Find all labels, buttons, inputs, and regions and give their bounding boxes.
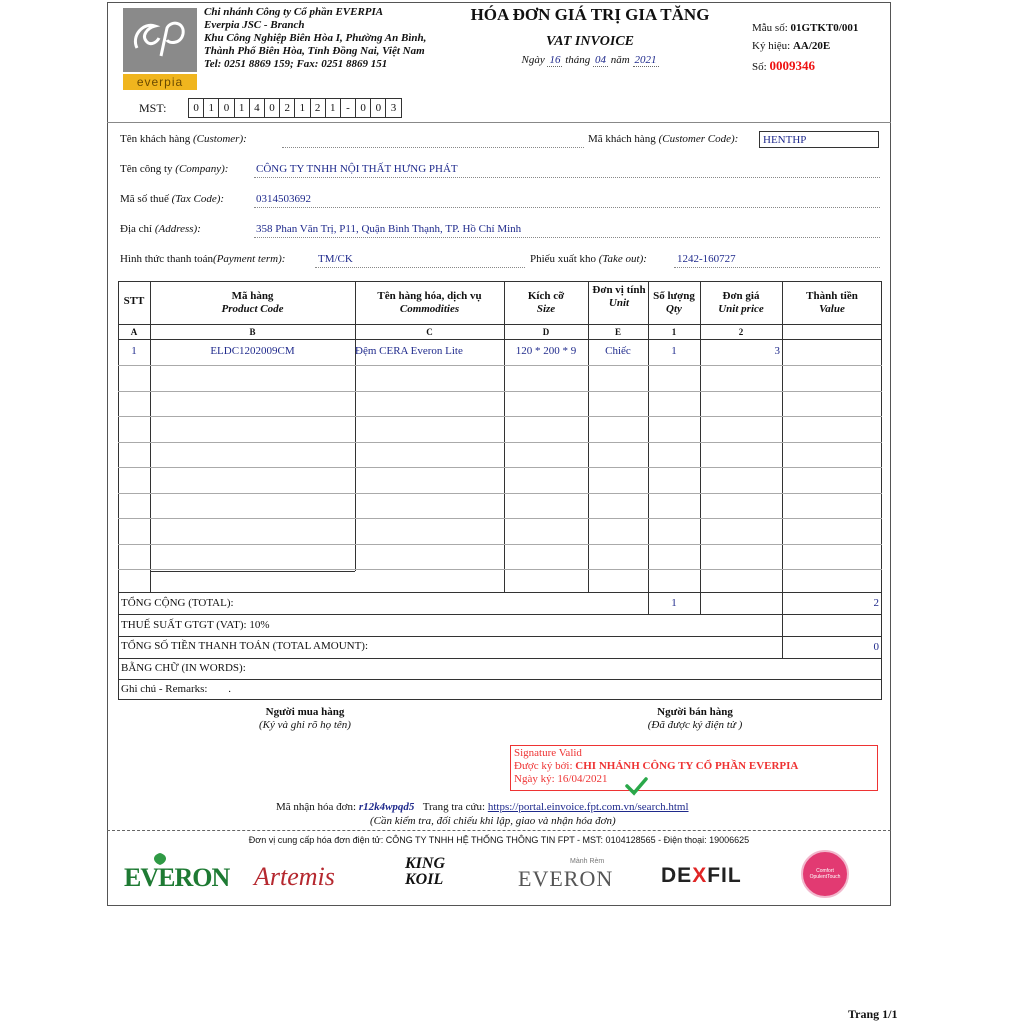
signed-by-label: Được ký bởi: <box>514 760 573 772</box>
item-row-rule <box>118 544 882 545</box>
remarks-label-text: Ghi chú - Remarks: <box>121 683 208 695</box>
words-label: BẰNG CHỮ (IN WORDS): <box>121 662 246 674</box>
form-value: 01GTKT0/001 <box>790 22 859 34</box>
brand-manh-rem-label: Mành Rèm <box>570 858 605 865</box>
th-unit-price-en: Unit price <box>718 303 764 315</box>
th-product-code-en: Product Code <box>221 303 284 315</box>
address-line <box>254 237 880 238</box>
amount-rule <box>118 658 882 659</box>
brand-artemis: Artemis <box>254 862 335 891</box>
tax-code-value: 0314503692 <box>256 193 311 205</box>
seller-mst-label: MST: <box>139 101 167 115</box>
mst-digit: 1 <box>295 99 310 117</box>
signed-by <box>514 760 874 773</box>
item-name: Đệm CERA Everon Lite <box>355 345 463 357</box>
seller-contact: Tel: 0251 8869 159; Fax: 0251 8869 151 <box>204 58 388 70</box>
signed-date: Ngày ký: 16/04/2021 <box>514 773 608 785</box>
mst-digit: 1 <box>235 99 250 117</box>
company-label-en: (Company): <box>175 163 229 175</box>
items-table <box>118 281 882 700</box>
mst-digit: 3 <box>390 102 397 114</box>
item-qty: 1 <box>671 345 677 357</box>
item-row-rule <box>118 493 882 494</box>
lookup-line <box>276 801 689 813</box>
seller-mst-boxes <box>188 98 402 118</box>
vat-rule <box>118 636 882 637</box>
payment-value: TM/CK <box>318 253 353 265</box>
th-unit-vi: Đơn vị tính <box>592 284 646 296</box>
page-number: Trang 1/1 <box>848 1007 898 1021</box>
amount-label: TỔNG SỐ TIỀN THANH TOÁN (TOTAL AMOUNT): <box>121 640 369 652</box>
company-line <box>254 177 880 178</box>
mst-digit: 0 <box>189 99 204 117</box>
mst-digit: 1 <box>326 99 341 117</box>
mst-digit: 2 <box>311 99 326 117</box>
everpia-logo <box>123 8 197 88</box>
mst-digit: - <box>341 99 356 117</box>
col-letter: C <box>426 327 433 337</box>
col-letter: E <box>614 327 621 337</box>
th-value <box>782 290 882 316</box>
digital-signature-box <box>510 745 878 791</box>
lookup-note: (Cần kiểm tra, đối chiếu khi lập, giao và nhận hóa đơn) <box>370 815 616 827</box>
company-label <box>120 163 228 175</box>
customer-name-label-en: (Customer): <box>193 133 247 145</box>
th-product-code <box>150 290 355 316</box>
item-row-rule <box>118 569 882 570</box>
invoice-symbol <box>752 40 830 52</box>
col-letter: 1 <box>671 327 677 337</box>
th-value-vi: Thành tiền <box>806 290 858 302</box>
header-rule <box>118 324 882 325</box>
th-unit-price <box>700 290 782 316</box>
brand-king: KING <box>405 855 446 872</box>
seller-info <box>204 6 444 71</box>
invoice-title: HÓA ĐƠN GIÁ TRỊ GIA TĂNG <box>470 5 710 24</box>
takeout-value: 1242-160727 <box>677 253 736 265</box>
date-month-prefix: tháng <box>565 54 591 66</box>
logo-wordmark: everpia <box>123 74 197 90</box>
customer-code-label-en: (Customer Code): <box>658 133 739 145</box>
tax-label-vi: Mã số thuế <box>120 193 169 205</box>
letter-rule <box>118 339 882 340</box>
date-day: 16 <box>549 54 561 66</box>
brand-dexfil <box>661 864 742 888</box>
mst-digit: 1 <box>204 99 219 117</box>
th-size-en: Size <box>536 303 556 315</box>
col-letter: 2 <box>738 327 744 337</box>
address-label-vi: Địa chỉ <box>120 223 153 235</box>
invoice-subtitle: VAT INVOICE <box>545 34 635 49</box>
th-unit-en: Unit <box>608 297 630 309</box>
seller-subtitle: (Đã được ký điện tử ) <box>647 719 743 731</box>
form-number <box>752 22 858 34</box>
th-unit <box>590 284 648 310</box>
provider-info: Đơn vị cung cấp hóa đơn điện tử: CÔNG TY TNHH HỆ THỐNG THÔNG TIN FPT - MST: 0104128565 - Điện thoại: 19006625 <box>248 835 750 845</box>
mst-digit: 0 <box>371 99 386 117</box>
customer-name-label <box>120 133 247 145</box>
brand-everon: EVERON <box>124 863 230 892</box>
amount-value: 0 <box>873 641 879 653</box>
item-price: 3 <box>774 345 780 357</box>
th-stt: STT <box>123 295 145 307</box>
header-separator <box>107 122 891 123</box>
item-stt: 1 <box>131 345 137 357</box>
total-qty: 1 <box>671 597 677 609</box>
customer-code-label-vi: Mã khách hàng <box>588 133 656 145</box>
th-qty-vi: Số lượng <box>653 290 695 302</box>
vat-label-text: THUẾ SUẤT GTGT (VAT): <box>121 619 247 631</box>
address-value: 358 Phan Văn Trị, P11, Quận Bình Thạnh, TP. Hồ Chí Minh <box>256 223 522 235</box>
seller-name: Chi nhánh Công ty Cổ phần EVERPIA <box>204 6 384 18</box>
dexfil-part1: DE <box>661 864 693 887</box>
mst-digit: 0 <box>265 99 280 117</box>
signature-valid: Signature Valid <box>514 747 582 759</box>
th-commodities-en: Commodities <box>399 303 460 315</box>
seller-title: Người bán hàng <box>657 706 733 718</box>
total-value: 2 <box>873 597 879 609</box>
company-value: CÔNG TY TNHH NỘI THẤT HƯNG PHÁT <box>256 163 458 175</box>
buyer-title: Người mua hàng <box>265 706 345 718</box>
brand-everon-manh-rem: EVERON <box>518 866 614 891</box>
mst-digit: 0 <box>219 99 234 117</box>
item-unit: Chiếc <box>605 345 631 357</box>
takeout-label <box>530 253 647 265</box>
takeout-label-vi: Phiếu xuất kho <box>530 253 596 265</box>
col-letter: B <box>249 327 256 337</box>
tax-code-line <box>254 207 880 208</box>
total-rule <box>118 614 882 615</box>
col-letter: A <box>130 327 138 337</box>
address-label <box>120 223 201 235</box>
date-prefix: Ngày <box>521 54 545 66</box>
takeout-label-en: (Take out): <box>598 253 647 265</box>
tax-code-label <box>120 193 224 205</box>
company-label-vi: Tên công ty <box>120 163 173 175</box>
brand-king-koil <box>405 856 445 888</box>
item-row-rule <box>118 365 882 366</box>
th-size-vi: Kích cỡ <box>527 290 565 302</box>
item-code: ELDC1202009CM <box>210 345 295 357</box>
mst-digit: 0 <box>356 99 371 117</box>
payment-line <box>315 267 525 268</box>
date-year: 2021 <box>634 54 657 66</box>
lookup-url-link[interactable]: https://portal.einvoice.fpt.com.vn/search.html <box>487 801 689 813</box>
th-unit-price-vi: Đơn giá <box>722 290 760 302</box>
check-icon <box>624 774 648 798</box>
item-size: 120 * 200 * 9 <box>515 345 577 357</box>
invoice-date <box>440 54 740 66</box>
address-label-en: (Address): <box>154 223 201 235</box>
brand-koil: KOIL <box>405 871 444 888</box>
customer-name-line <box>282 147 584 148</box>
symbol-value: AA/20E <box>792 40 831 52</box>
form-label: Mẫu số: <box>752 22 788 34</box>
item-row-rule <box>118 467 882 468</box>
payment-label <box>120 253 285 265</box>
item-row-rule <box>118 391 882 392</box>
customer-name-label-vi: Tên khách hàng <box>120 133 191 145</box>
footer-divider <box>107 830 891 831</box>
lookup-code-value: r12k4wpqd5 <box>358 801 415 813</box>
payment-label-vi: Hình thức thanh toán <box>120 253 214 265</box>
seller-address: Khu Công Nghiệp Biên Hòa I, Phường An Bình, Thành Phố Biên Hòa, Tỉnh Đồng Nai, Việt Nam <box>204 32 427 57</box>
words-rule <box>118 679 882 680</box>
takeout-line <box>674 267 880 268</box>
symbol-label: Ký hiệu: <box>752 40 791 52</box>
vat-label <box>121 619 270 631</box>
item-row-rule <box>118 518 882 519</box>
buyer-subtitle: (Ký và ghi rõ họ tên) <box>259 719 351 731</box>
th-size <box>504 290 588 316</box>
brand-comfort-badge: Comfort OpulentTouch <box>801 850 849 898</box>
item-row-rule <box>118 416 882 417</box>
mst-digit: 4 <box>250 99 265 117</box>
remarks-value: . <box>228 683 231 695</box>
lookup-search-label: Trang tra cứu: <box>422 801 486 813</box>
th-commodities <box>355 290 504 316</box>
remarks-label <box>121 683 231 695</box>
total-label: TỔNG CỘNG (TOTAL): <box>121 597 234 609</box>
th-qty-en: Qty <box>666 303 682 315</box>
lookup-code-label: Mã nhận hóa đơn: <box>276 801 357 813</box>
customer-code-label <box>588 133 738 145</box>
code-col-bottom <box>150 571 355 572</box>
payment-label-en: (Payment term): <box>213 253 286 265</box>
date-year-prefix: năm <box>610 54 630 66</box>
th-value-en: Value <box>819 303 845 315</box>
seller-name-en: Everpia JSC - Branch <box>204 19 305 31</box>
th-qty <box>648 290 700 316</box>
date-month: 04 <box>595 54 607 66</box>
invoice-number <box>752 58 815 74</box>
item-row-rule <box>118 442 882 443</box>
customer-code-value: HENTHP <box>759 131 879 148</box>
th-commodities-vi: Tên hàng hóa, dịch vụ <box>377 290 482 302</box>
mst-digit: 2 <box>280 99 295 117</box>
body-bottom-rule <box>118 592 882 593</box>
dexfil-part2: FIL <box>707 864 742 887</box>
signed-by-value: CHI NHÁNH CÔNG TY CỔ PHẦN EVERPIA <box>575 760 799 772</box>
vat-rate: 10% <box>249 619 270 631</box>
col-letter: D <box>542 327 550 337</box>
number-label: Số: <box>752 61 767 73</box>
tax-label-en: (Tax Code): <box>171 193 225 205</box>
dexfil-x: X <box>692 864 708 887</box>
th-product-code-vi: Mã hàng <box>231 290 274 302</box>
number-value: 0009346 <box>769 58 815 73</box>
